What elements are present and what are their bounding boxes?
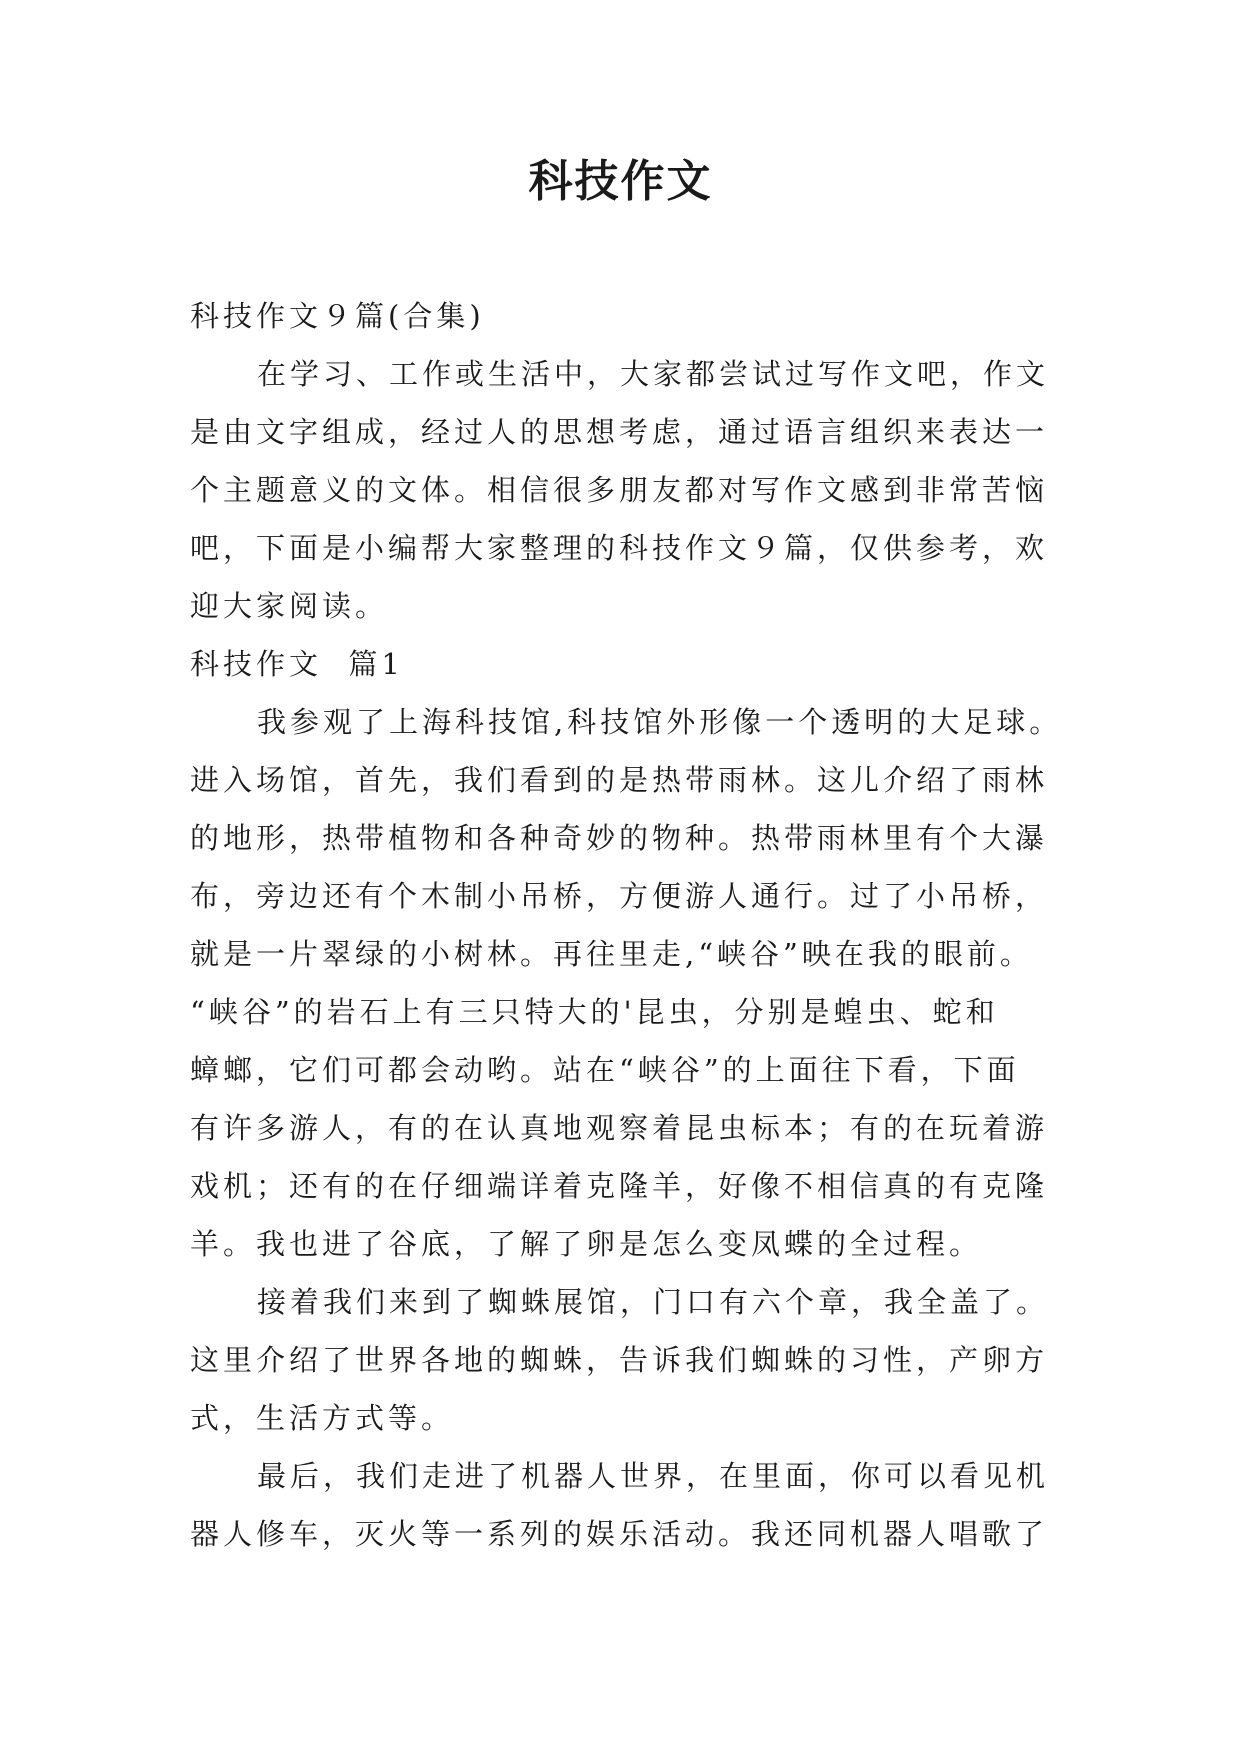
text-line: 这里介绍了世界各地的蜘蛛，告诉我们蜘蛛的习性，产卵方 [190, 1343, 1049, 1377]
text-line: 的地形，热带植物和各种奇妙的物种。热带雨林里有个大瀑 [190, 821, 1049, 855]
document-title: 科技作文 [528, 156, 713, 207]
text-line: 迎大家阅读。 [190, 589, 389, 623]
text-line: 我参观了上海科技馆,科技馆外形像一个透明的大足球。 [257, 705, 1063, 739]
text-line: 就是一片翠绿的小树林。再往里走,“峡谷”映在我的眼前。 [190, 937, 1033, 971]
document-subtitle: 科技作文９篇(合集) [190, 299, 485, 333]
section-heading: 科技作文 篇1 [190, 647, 404, 681]
document-body [190, 287, 1090, 1563]
text-line: 在学习、工作或生活中，大家都尝试过写作文吧，作文 [257, 357, 1050, 391]
text-line: 布，旁边还有个木制小吊桥，方便游人通行。过了小吊桥， [190, 879, 1049, 913]
text-line: 是由文字组成，经过人的思想考虑，通过语言组织来表达一 [190, 415, 1049, 449]
text-line: 式，生活方式等。 [190, 1401, 455, 1435]
text-line: 最后，我们走进了机器人世界，在里面，你可以看见机 [257, 1459, 1050, 1493]
text-line: 蟑螂，它们可都会动哟。站在“峡谷”的上面往下看，下面 [190, 1053, 1020, 1087]
text-line: “峡谷”的岩石上有三只特大的'昆虫，分别是蝗虫、蛇和 [190, 995, 999, 1029]
text-line: 有许多游人，有的在认真地观察着昆虫标本；有的在玩着游 [190, 1111, 1049, 1145]
text-line: 个主题意义的文体。相信很多朋友都对写作文感到非常苦恼 [190, 473, 1049, 507]
body-paragraph-2 [190, 1273, 1090, 1447]
text-line: 接着我们来到了蜘蛛展馆，门口有六个章，我全盖了。 [257, 1285, 1050, 1319]
text-line: 器人修车，灭火等一系列的娱乐活动。我还同机器人唱歌了 [190, 1517, 1049, 1551]
text-line: 吧，下面是小编帮大家整理的科技作文９篇，仅供参考，欢 [190, 531, 1049, 565]
body-paragraph-3 [190, 1447, 1090, 1563]
intro-paragraph [190, 345, 1090, 635]
text-line: 进入场馆，首先，我们看到的是热带雨林。这儿介绍了雨林 [190, 763, 1049, 797]
body-paragraph-1 [190, 693, 1090, 1273]
text-line: 戏机；还有的在仔细端详着克隆羊，好像不相信真的有克隆 [190, 1169, 1049, 1203]
text-line: 羊。我也进了谷底，了解了卵是怎么变凤蝶的全过程。 [190, 1227, 983, 1261]
